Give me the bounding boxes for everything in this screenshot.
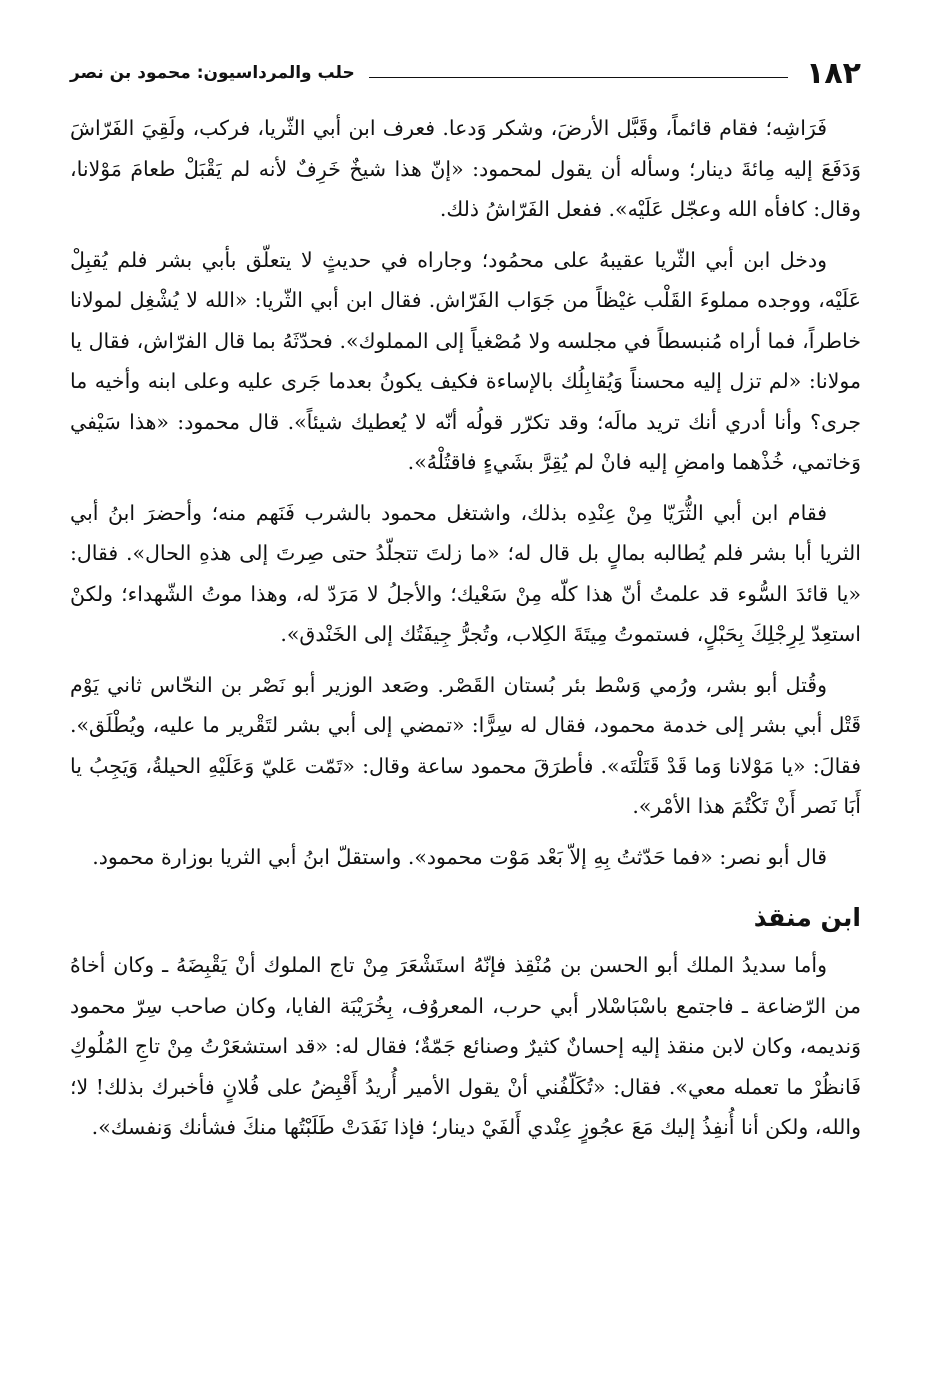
paragraph: قال أبو نصر: «فما حَدّثتُ بِهِ إلاّ بَعْد مَوْت محمود». واستقلّ ابنُ أبي الثريا بوزارة محمود.	[92, 844, 827, 869]
paragraph: فقام ابن أبي الثُّرَيّا مِنْ عِنْدِه بذلك، واشتغل محمود بالشرب فَنَهم منه؛ وأحضرَ ابنُ أبي الثريا أبا بشر فلم يُطالبه بمالٍ بل قال له؛ «ما زلتَ تتجلّدُ حتى صِرتَ إلى هذهِ الحال». فقال: «يا قائدَ السُّوء قد علمتُ أنّ هذا كلّه مِنْ سَعْيك؛ والأجلُ لا مَرَدّ له، وهذا موتُ الشّهداء؛ ولكنْ استعِدّ لِرِجْلِكَ بِحَبْلٍ، فستموتُ مِيتَةَ الكِلاب، وتُجرُّ جِيفَتُك إلى الخَنْدق».	[70, 500, 861, 646]
page-number: ١٨٢	[806, 55, 861, 91]
running-header	[70, 52, 861, 94]
running-title: حلب والمرداسيون: محمود بن نصر	[70, 63, 355, 83]
header-rule	[369, 77, 788, 78]
paragraph: وأما سديدُ الملك أبو الحسن بن مُنْقِذ فإنّهُ استَشْعَرَ مِنْ تاج الملوك أنْ يَقْبِضَهُ ـ وكان أخاهُ من الرّضاعة ـ فاجتمع باسْبَاسْلار أبي حرب، المعروُف، بِخُرَيْبَة الفايا، وكان صاحب سِرّ محمود وَنديمه، وكان لابن منقذ إليه إحسانٌ كثيرٌ وصنائع جَمّةٌ؛ فقال له: «قد استشعَرْتُ مِنْ تاجِ المُلُوكِ فَانظُرْ ما تعمله معي». فقال: «تُكَلّفُني أنْ يقول الأمير أُريدُ أَقْبِضُ على فُلانٍ فأخبرك بذلك! لا؛ والله، ولكن أنا أُنفِذُ إليك مَعَ عجُوزٍ عِنْدي أَلفَيْ دينار؛ فإذا نَفَدَتْ طَلَبْتُها منكَ فشأنك وَنفسك».	[70, 953, 861, 1139]
section-heading: ابن منقذ	[753, 903, 861, 932]
paragraph: وقُتل أبو بشر، ورُمي وَسْط بئر بُستان القَصْر. وصَعد الوزير أبو نَصْر بن النحّاس ثاني يَوْم قَتْل أبي بشر إلى خدمة محمود، فقال له سِرًّا: «تمضي إلى أبي بشر لتَقْرير ما عليه، ويُطْلَق». فقالَ: «يا مَوْلانا وَما قَدْ قَتَلْتَه». فأطرَقَ محمود ساعة وقال: «تَمّت عَليّ وَعَلَيْهِ الحيلةُ، وَيَجِبُ يا أَبَا نَصر أَنْ تَكْتُمَ هذا الأمْر».	[70, 672, 861, 818]
paragraph: فَرَاشِه؛ فقام قائماً، وقَبَّل الأرضَ، وشكر وَدعا. فعرف ابن أبي الثّريا، فركب، ولَقِيَ الفَرّاشَ وَدَفَعَ إليه مِائةَ دينار؛ وسأله أن يقول لمحمود: «إنّ هذا شيخٌ خَرِفٌ لأنه لم يَقْبَلْ طعامَ مَوْلانا، وقال: كافأه الله وعجّل عَلَيْه». ففعل الفَرّاشُ ذلك.	[70, 116, 861, 221]
paragraph: ودخل ابن أبي الثّريا عقيبهُ على محمُود؛ وجاراه في حديثٍ لا يتعلّق بأبي بشر فلم يُقبِلْ عَلَيْه، ووجده مملوءَ القَلْب غيْظاً من جَوَاب الفَرّاش. فقال ابن أبي الثّريا: «الله لا يُشْغِل لمولانا خاطراً، فما أراه مُنبسطاً في مجلسه ولا مُصْغياً إلى المملوك». فحدّثَهُ بما قال الفرّاش، فقال يا مولانا: «لم تزل إليه محسناً وَيُقابِلُك بالإساءة فكيف يكونُ بعدما جَرى عليه وعلى ابنه وأخيه ما جرى؟ وأنا أدري أنك تريد مالَه؛ وقد تكرّر قولُه أنّه لا يُعطيك شيئاً». قال محمود: «هذا سَيْفي وَخاتمي، خُذْهما وامضِ إليه فانْ لم يُقِرَّ بشَيءٍ فاقتُلْهُ».	[70, 247, 861, 474]
page-body	[70, 108, 861, 1148]
